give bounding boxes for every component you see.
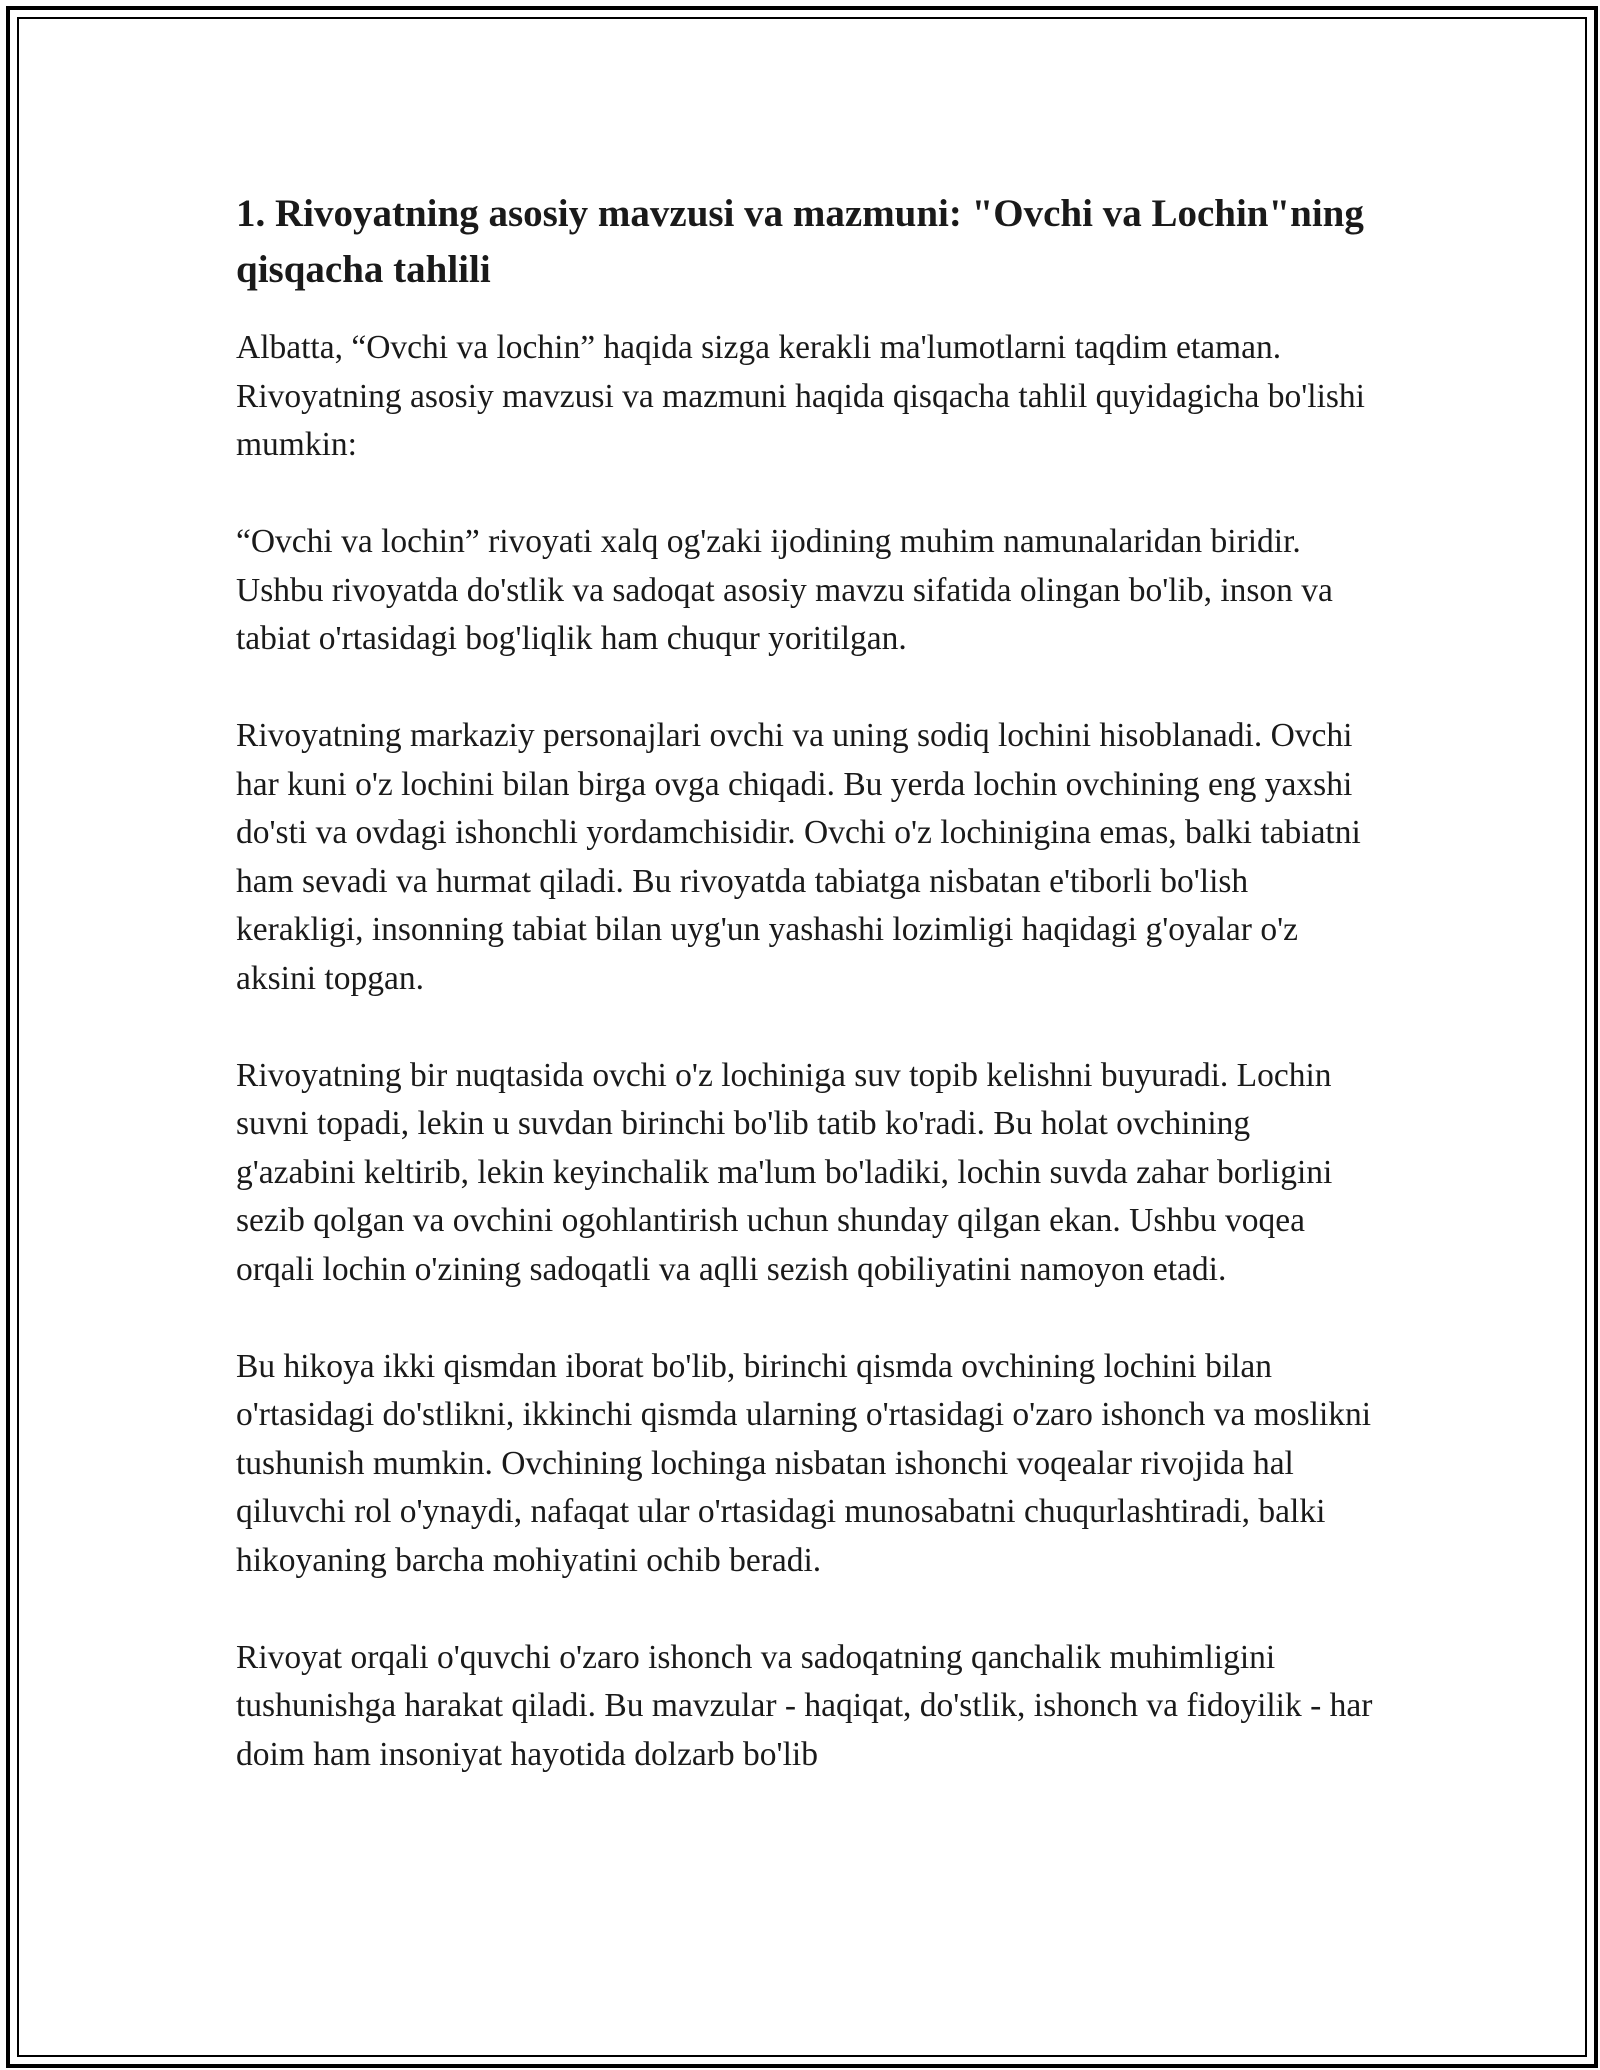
paragraph-intro: Albatta, “Ovchi va lochin” haqida sizga kerakli ma'lumotlarni taqdim etaman. Rivoyatning asosiy mavzusi va mazmuni haqida qisqacha tahlil quyidagicha bo'lishi mumkin: [236,329,1365,463]
paragraph-overview: “Ovchi va lochin” rivoyati xalq og'zaki ijodining muhim namunalaridan biridir. Ushbu rivoyatda do'stlik va sadoqat asosiy mavzu sifatida olingan bo'lib, inson va tabiat o'rtasidagi bog'liqlik ham chuqur yoritilgan. [236,523,1333,657]
document-body [236,186,1376,1828]
paragraph-characters: Rivoyatning markaziy personajlari ovchi va uning sodiq lochini hisoblanadi. Ovchi har kuni o'z lochini bilan birga ovga chiqadi. Bu yerda lochin ovchining eng yaxshi do'sti va ovdagi ishonchli yordamchisidir. Ovchi o'z lochinigina emas, balki tabiatni ham sevadi va hurmat qiladi. Bu rivoyatda tabiatga nisbatan e'tiborli bo'lish kerakligi, insonning tabiat bilan uyg'un yashashi lozimligi haqidagi g'oyalar o'z aksini topgan. [236,717,1361,997]
paragraph-plot: Rivoyatning bir nuqtasida ovchi o'z lochiniga suv topib kelishni buyuradi. Lochin suvni topadi, lekin u suvdan birinchi bo'lib tatib ko'radi. Bu holat ovchining g'azabini keltirib, lekin keyinchalik ma'lum bo'ladiki, lochin suvda zahar borligini sezib qolgan va ovchini ogohlantirish uchun shunday qilgan ekan. Ushbu voqea orqali lochin o'zining sadoqatli va aqlli sezish qobiliyatini namoyon etadi. [236,1056,1333,1288]
paragraph-conclusion: Rivoyat orqali o'quvchi o'zaro ishonch va sadoqatning qanchalik muhimligini tushunishga harakat qiladi. Bu mavzular - haqiqat, do'stlik, ishonch va fidoyilik - har doim ham insoniyat hayotida dolzarb bo'lib [236,1638,1373,1773]
section-heading: 1. Rivoyatning asosiy mavzusi va mazmuni: "Ovchi va Lochin"ning qisqacha tahlili [236,192,1364,291]
paragraph-structure: Bu hikoya ikki qismdan iborat bo'lib, birinchi qismda ovchining lochini bilan o'rtasidagi do'stlikni, ikkinchi qismda ularning o'rtasidagi o'zaro ishonch va moslikni tushunish mumkin. Ovchining lochinga nisbatan ishonchi voqealar rivojida hal qiluvchi rol o'ynaydi, nafaqat ular o'rtasidagi munosabatni chuqurlashtiradi, balki hikoyaning barcha mohiyatini ochib beradi. [236,1347,1372,1579]
